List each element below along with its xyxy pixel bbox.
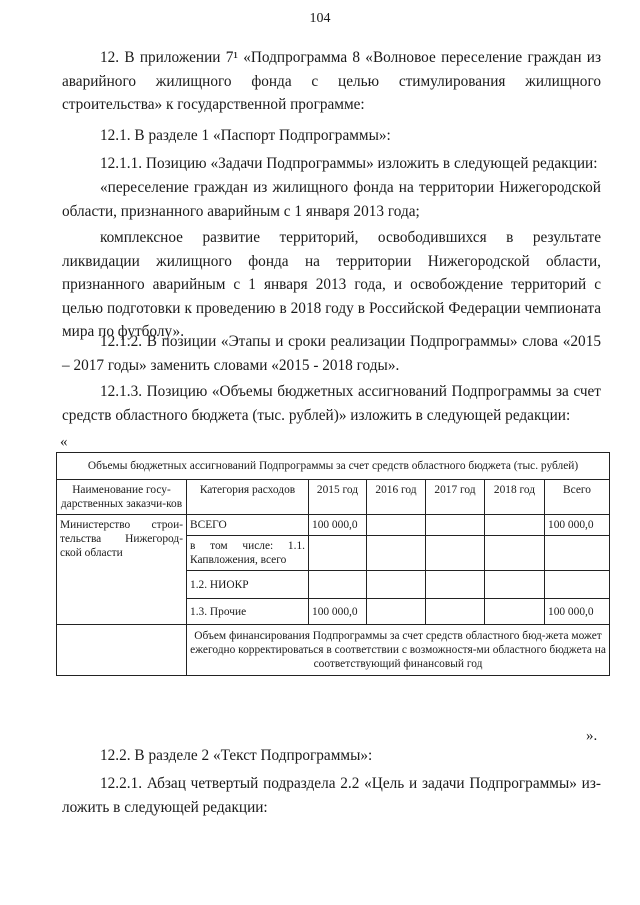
value-2018-cell: [485, 599, 545, 625]
value-2018-cell: [485, 515, 545, 536]
header-category: Категория расходов: [187, 480, 309, 515]
customer-cell: Министерство строи-тельства Нижегород-ской области: [57, 515, 187, 625]
opening-quote: «: [60, 434, 68, 450]
value-2016-cell: [367, 599, 426, 625]
paragraph-12-1-1: 12.1.1. Позицию «Задачи Подпрограммы» изложить в следующей редакции:: [100, 155, 598, 172]
paragraph-12-1: 12.1. В разделе 1 «Паспорт Подпрограммы»:: [100, 127, 391, 144]
category-cell: в том числе: 1.1. Капвложения, всего: [187, 536, 309, 571]
closing-quote: ».: [586, 728, 598, 744]
value-2017-cell: [426, 599, 485, 625]
paragraph-task-2: комплексное развитие территорий, освободившихся в результате ликвидации жилищного фонда на территории Нижегородской области, признанного аварийным с 1 января 2013 года, и освобождение территорий с целью подготовки к проведению в 2018 году в Российской Федерации чемпионата мира по футболу».: [62, 229, 601, 341]
value-2017-cell: [426, 536, 485, 571]
value-2015-cell: 100 000,0: [309, 515, 367, 536]
header-customer: Наименование госу-дарственных заказчи-ков: [57, 480, 187, 515]
table-header-row: [57, 480, 610, 515]
paragraph-12-1-2: 12.1.2. В позиции «Этапы и сроки реализации Подпрограммы» слова «2015 – 2017 годы» заменить словами «2015 - 2018 годы».: [62, 333, 601, 374]
table-note-row: [57, 625, 610, 676]
paragraph-12-2-1: 12.2.1. Абзац четвертый подраздела 2.2 «Цель и задачи Подпрограммы» из-ложить в следующей редакции:: [62, 775, 601, 816]
value-2015-cell: 100 000,0: [309, 599, 367, 625]
category-cell: 1.3. Прочие: [187, 599, 309, 625]
value-2015-cell: [309, 536, 367, 571]
table-row: [57, 515, 610, 536]
paragraph-task-1: «переселение граждан из жилищного фонда на территории Нижегородской области, признанного аварийным с 1 января 2013 года;: [62, 179, 601, 220]
value-2015-cell: [309, 571, 367, 599]
value-2018-cell: [485, 571, 545, 599]
page-number: 104: [309, 11, 331, 26]
value-2018-cell: [485, 536, 545, 571]
category-cell: 1.2. НИОКР: [187, 571, 309, 599]
header-2017: 2017 год: [426, 480, 485, 515]
total-cell: [545, 571, 610, 599]
value-2016-cell: [367, 571, 426, 599]
value-2017-cell: [426, 571, 485, 599]
header-total: Всего: [545, 480, 610, 515]
total-cell: [545, 536, 610, 571]
table-note: Объем финансирования Подпрограммы за счет средств областного бюд-жета может ежегодно корректироваться в соответствии с возможностя-ми областного бюджета на соответствующий финансовый год: [187, 625, 610, 676]
header-2015: 2015 год: [309, 480, 367, 515]
header-2016: 2016 год: [367, 480, 426, 515]
value-2016-cell: [367, 536, 426, 571]
note-empty-cell: [57, 625, 187, 676]
paragraph-12-2: 12.2. В разделе 2 «Текст Подпрограммы»:: [100, 747, 373, 764]
paragraph-12: 12. В приложении 7¹ «Подпрограмма 8 «Волновое переселение граждан из аварийного жилищного фонда с целью стимулирования жилищного строительства» к государственной программе:: [62, 49, 601, 114]
header-2018: 2018 год: [485, 480, 545, 515]
total-cell: 100 000,0: [545, 515, 610, 536]
table-caption: Объемы бюджетных ассигнований Подпрограммы за счет средств областного бюджета (тыс. рублей): [57, 453, 610, 480]
value-2016-cell: [367, 515, 426, 536]
table-caption-row: [57, 453, 610, 480]
paragraph-12-1-3: 12.1.3. Позицию «Объемы бюджетных ассигнований Подпрограммы за счет средств областного бюджета (тыс. рублей)» изложить в следующей редакции:: [62, 383, 601, 424]
total-cell: 100 000,0: [545, 599, 610, 625]
value-2017-cell: [426, 515, 485, 536]
budget-table: [56, 452, 610, 676]
category-cell: ВСЕГО: [187, 515, 309, 536]
